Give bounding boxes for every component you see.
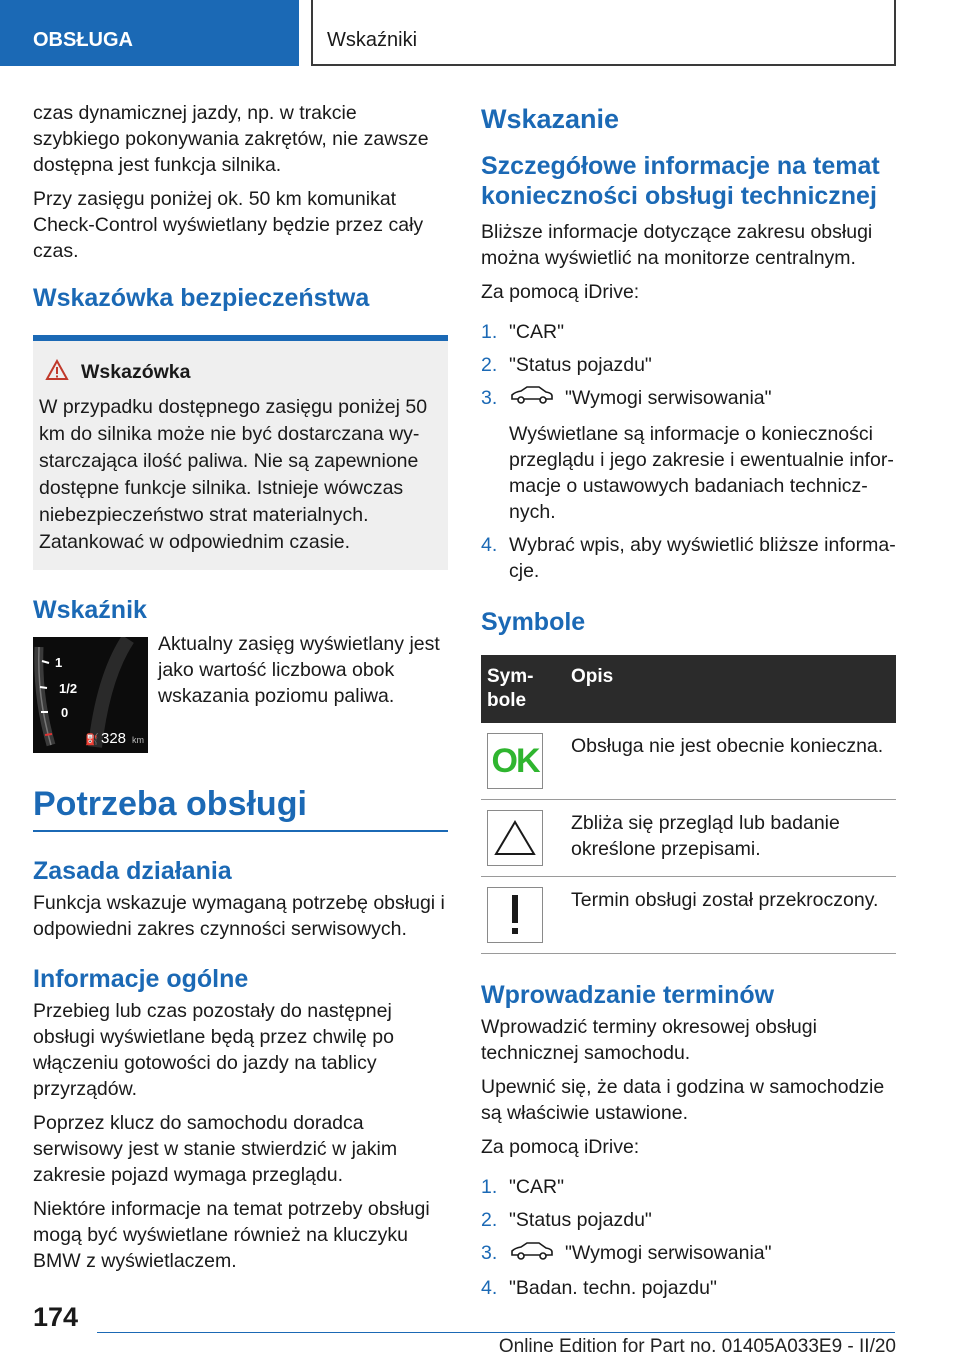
footer-edition: Online Edition for Part no. 01405A033E9 - II/20 [498, 1336, 896, 1357]
table-header-row [481, 655, 896, 723]
step-number: 4. [481, 534, 498, 557]
right-column [481, 100, 896, 1308]
list-item [481, 319, 896, 345]
paragraph: Przy zasięgu poniżej ok. 50 km komunikat Check-Control wyświetlany będzie przez cały czas. [33, 188, 424, 262]
step-number: 2. [481, 1209, 498, 1232]
symbol-description: Zbliża się przegląd lub badanie określone przepisami. [565, 800, 896, 877]
indicator-row [33, 633, 448, 753]
paragraph: Za pomocą iDrive: [481, 281, 640, 303]
step-number: 1. [481, 1176, 498, 1199]
car-service-icon [509, 1241, 555, 1268]
table-row [481, 800, 896, 877]
table-row [481, 877, 896, 954]
note-title: Wskazówka [81, 361, 191, 383]
step-subtext: Wyświetlane są informacje o konieczności przeglądu i jego zakresie i ewentualnie informacje o ustawowych badaniach technicznych. [509, 423, 894, 524]
step-number: 1. [481, 321, 498, 343]
symbol-description: Obsługa nie jest obecnie konieczna. [565, 723, 896, 800]
column-header-description: Opis [565, 655, 896, 723]
paragraph: Niektóre informacje na temat potrzeby obsługi mogą być wyświetlane również na kluczyku BMW z wyświetlaczem. [33, 1198, 430, 1272]
safety-heading: Wskazówka bezpieczeństwa [33, 284, 370, 312]
indicator-heading: Wskaźnik [33, 596, 147, 624]
step-text: "Badan. techn. pojazdu" [509, 1276, 717, 1299]
gauge-mark-full: 1 [55, 655, 63, 670]
paragraph: Wprowadzić terminy okresowej obsługi technicznej samochodu. [481, 1016, 817, 1065]
step-text: "CAR" [509, 321, 565, 343]
step-text: "CAR" [509, 1176, 565, 1199]
paragraph: Funkcja wskazuje wymaganą potrzebę obsługi i odpowiedni zakres czynności serwisowych. [33, 892, 445, 940]
page-number: 174 [33, 1302, 79, 1332]
symbol-description: Termin obsługi został przekroczony. [565, 877, 896, 954]
step-text: "Status pojazdu" [509, 354, 652, 376]
indicator-text: Aktualny zasięg wyświetlany jest jako wartość liczbowa obok wskazania poziomu paliwa. [158, 633, 440, 707]
step-text: Wybrać wpis, aby wyświetlić bliższe informacje. [509, 534, 896, 583]
detail-heading: Szczegółowe informacje na temat konieczności obsługi technicznej [481, 152, 880, 210]
display-heading: Wskazanie [481, 104, 620, 134]
fuel-pump-icon: ⛽ [85, 734, 99, 746]
step-text: "Wymogi serwisowania" [565, 1242, 772, 1265]
range-value: 328 [101, 730, 127, 747]
footer-divider [97, 1332, 895, 1333]
service-heading: Potrzeba obsługi [33, 785, 448, 832]
header-section [0, 0, 299, 66]
warning-icon [45, 359, 69, 386]
paragraph: Poprzez klucz do samochodu doradca serwisowy jest w stanie stwierdzić w jakim zakresie pojazd wymaga przeglądu. [33, 1112, 398, 1186]
warning-triangle-icon [487, 810, 543, 866]
list-item [481, 1207, 896, 1233]
step-number: 3. [481, 1242, 498, 1265]
column-header-symbols: Symbole [481, 655, 565, 723]
steps-list-2 [481, 1174, 896, 1300]
step-number: 3. [481, 387, 498, 409]
principle-heading: Zasada działania [33, 857, 232, 885]
paragraph: Przebieg lub czas pozostały do następnej obsługi wyświetlane będą przez chwilę po włączeniu gotowości do jazdy na tablicy przyrządów. [33, 1000, 394, 1100]
header-topic [311, 0, 896, 66]
car-service-icon [509, 385, 555, 412]
step-text: "Wymogi serwisowania" [565, 387, 772, 409]
gauge-mark-half: 1/2 [59, 681, 78, 696]
note-text: W przypadku dostępnego zasięgu poniżej 50 km do silnika może nie być dostarczana wystarczająca ilość paliwa. Nie są zapewnione dostępne funkcje silnika. Istnieje wówczas niebezpieczeństwo strat materialnych. Zatankować w odpowiednim czasie. [39, 396, 428, 553]
steps-list-1 [481, 319, 896, 584]
step-number: 2. [481, 354, 498, 376]
left-column [33, 100, 448, 1282]
symbols-heading: Symbole [481, 608, 586, 637]
table-row [481, 723, 896, 800]
list-item [481, 1275, 896, 1301]
list-item [481, 1174, 896, 1200]
paragraph: Upewnić się, że data i godzina w samochodzie są właściwie ustawione. [481, 1076, 885, 1125]
paragraph: Za pomocą iDrive: [481, 1136, 640, 1159]
range-unit: km [132, 735, 144, 745]
ok-icon: OK [487, 733, 543, 789]
list-item [481, 532, 896, 584]
paragraph: czas dynamicznej jazdy, np. w trakcie szybkiego pokonywania zakrętów, nie zawsze dostępna jest funkcja silnika. [33, 102, 429, 176]
header-topic-label: Wskaźniki [327, 29, 418, 51]
dates-heading: Wprowadzanie terminów [481, 981, 775, 1010]
step-text: "Status pojazdu" [509, 1209, 652, 1232]
header-section-label: OBSŁUGA [33, 29, 133, 51]
symbols-table [481, 655, 896, 954]
safety-note [33, 335, 448, 570]
list-item [481, 385, 896, 525]
list-item [481, 1240, 896, 1267]
fuel-gauge-image [33, 637, 148, 753]
general-heading: Informacje ogólne [33, 965, 249, 993]
exclamation-icon [487, 887, 543, 943]
list-item [481, 352, 896, 378]
paragraph: Bliższe informacje dotyczące zakresu obsługi można wyświetlić na monitorze centralnym. [481, 221, 873, 269]
gauge-mark-empty: 0 [61, 705, 69, 720]
step-number: 4. [481, 1276, 498, 1299]
note-header [39, 359, 440, 386]
